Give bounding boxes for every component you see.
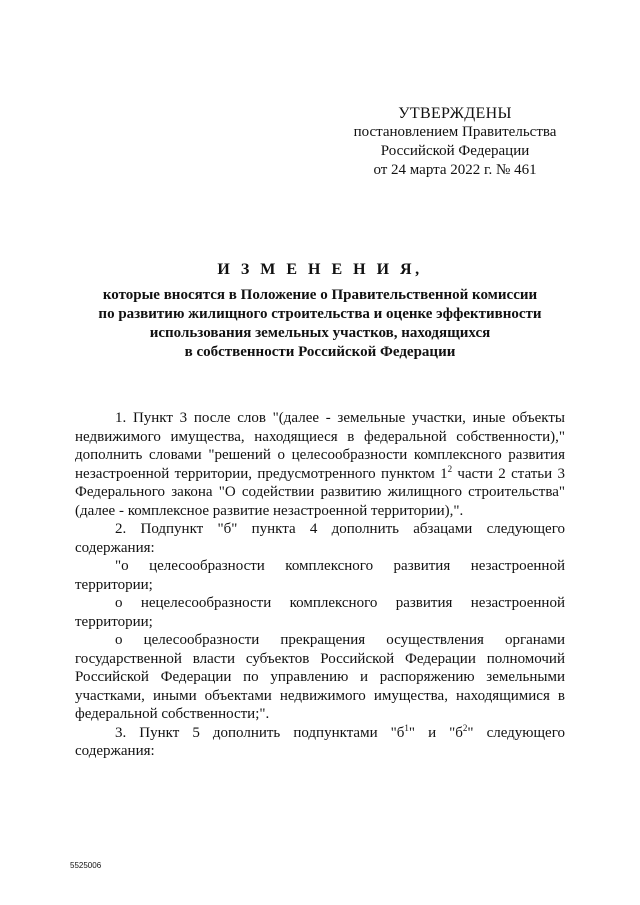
paragraph-4: о нецелесообразности комплексного развития незастроенной территории; [75, 595, 565, 630]
paragraph-5: о целесообразности прекращения осуществления органами государственной власти субъектов Российской Федерации полномочий Российской Федерации по управлению и распоряжению земельными участками, иными объектами недвижимого имущества, находящимися в федеральной собственности;". [75, 632, 565, 722]
document-title: И З М Е Н Е Н И Я, [217, 261, 423, 278]
paragraph-2: 2. Подпункт "б" пункта 4 дополнить абзацами следующего содержания: [75, 521, 565, 556]
paragraph-6-text-b: " и "б [408, 724, 463, 741]
approval-line-3: от 24 марта 2022 г. № 461 [373, 162, 537, 178]
paragraph-1-text-b: части 2 статьи 3 Федерального закона "О содействии развитию жилищного строительства" (далее - комплексное развитие незастроенной территории),". [75, 465, 565, 519]
document-subtitle [60, 286, 580, 362]
paragraph-1-text-a: 1. Пункт 3 после слов "(далее - земельные участки, иные объекты недвижимого имущества, находящиеся в федеральной собственности)," дополнить словами "решений о целесообразности комплексного развития незастроенной территории, предусмотренного пунктом 1 [75, 410, 565, 482]
subtitle-line-4: в собственности Российской Федерации [184, 344, 456, 360]
approval-title: УТВЕРЖДЕНЫ [398, 105, 512, 122]
paragraph-6-superscript-1: 1 [404, 722, 409, 733]
paragraph-6-superscript-2: 2 [462, 722, 468, 733]
paragraph-3: "о целесообразности комплексного развития незастроенной территории; [75, 558, 565, 593]
footer-document-code: 5525006 [70, 861, 102, 870]
paragraph-1-superscript: 2 [447, 463, 453, 474]
paragraph-6-text-c: " следующего содержания: [75, 724, 565, 759]
approval-line-1: постановлением Правительства [353, 124, 557, 140]
document-body [75, 409, 565, 761]
subtitle-line-3: использования земельных участков, находящихся [149, 325, 491, 341]
subtitle-line-2: по развитию жилищного строительства и оценке эффективности [98, 306, 542, 322]
subtitle-line-1: которые вносятся в Положение о Правительственной комиссии [102, 287, 538, 303]
approval-block [340, 104, 570, 180]
paragraph-6-text-a: 3. Пункт 5 дополнить подпунктами "б [115, 724, 405, 741]
paragraph-1 [75, 409, 565, 520]
paragraph-6 [75, 724, 565, 761]
approval-line-2: Российской Федерации [380, 143, 530, 159]
